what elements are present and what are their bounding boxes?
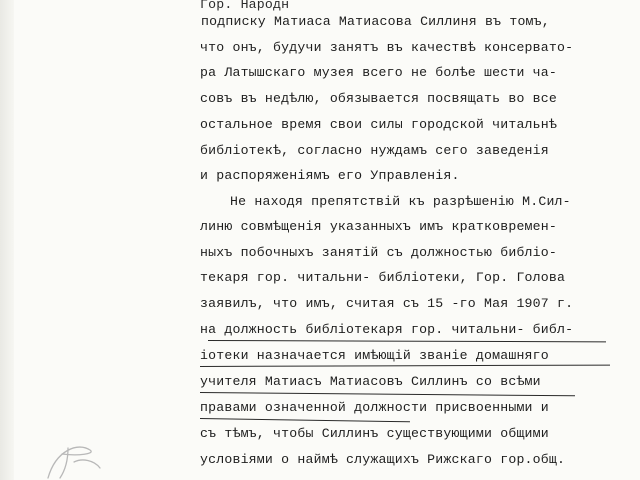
text-line: линю совмѣщенія указанныхъ имъ кратковремен- (200, 219, 558, 234)
handwritten-underline (200, 365, 610, 367)
handwritten-underline (208, 340, 606, 342)
text-line: условіями о наймѣ служащихъ Рижскаго гор.общ. (200, 452, 566, 467)
text-line: подписку Матиаса Матиасова Силлиня въ томъ, (201, 14, 550, 29)
text-line: съ тѣмъ, чтобы Силлинъ существующими общими (200, 426, 549, 441)
text-line: заявилъ, что имъ, считая съ 15 -го Мая 1907 г. (200, 296, 574, 311)
text-line: библіотекѣ, согласно нуждамъ сего заведенія (200, 143, 549, 158)
text-line: на должность библіотекаря гор. читальни- библ- (200, 322, 574, 337)
text-line: іотеки назначается имѣющій званіе домашняго (200, 348, 549, 363)
text-line: учителя Матиасъ Матиасовъ Силлинъ со всѣми (200, 374, 541, 389)
handwritten-underline (200, 418, 410, 422)
text-line-cut: Гор. Народн (200, 0, 290, 12)
text-line: ра Латышскаго музея всего не болѣе шести ча- (200, 65, 558, 80)
text-line: ныхъ побочныхъ занятій съ должностью библіо- (200, 245, 558, 260)
text-line: правами означенной должности присвоенными и (200, 400, 549, 415)
text-line: остальное время свои силы городской читальнѣ (200, 117, 558, 132)
text-line: что онъ, будучи занятъ въ качествѣ консервато- (200, 40, 574, 55)
handwritten-underline (200, 392, 575, 396)
text-line: и распоряженіямъ его Управленія. (200, 168, 460, 183)
handwritten-mark (38, 440, 108, 480)
paragraph-first-line: Не находя препятствій къ разрѣшенію М.Сил- (230, 194, 571, 209)
text-line: совъ въ недѣлю, обязывается посвящать во все (200, 91, 558, 106)
text-line: текаря гор. читальни- библіотеки, Гор. Голова (200, 270, 566, 285)
